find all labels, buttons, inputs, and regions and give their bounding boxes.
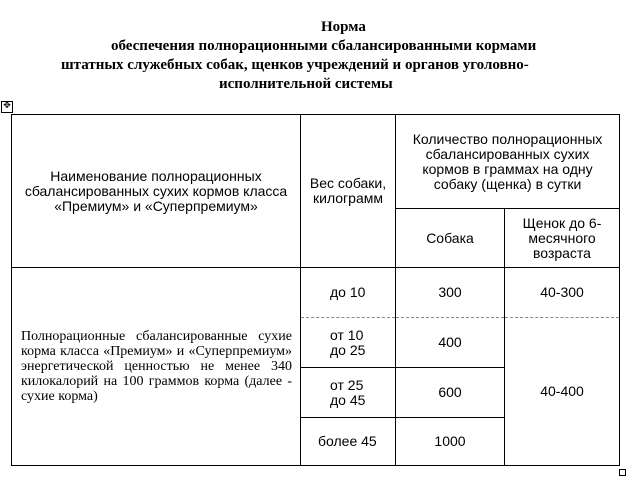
dog-cell-1: 300 xyxy=(396,268,505,318)
header-feed-name: Наименование полнорационных сбалансированных сухих кормов класса «Премиум» и «Суперпремиум» xyxy=(12,115,301,268)
title-line-1: Норма xyxy=(321,19,366,35)
move-arrows-icon[interactable]: ✥ xyxy=(1,101,13,113)
weight-cell-1: до 10 xyxy=(301,268,396,318)
puppy-cell-2: 40-400 xyxy=(505,318,620,466)
dog-cell-4: 1000 xyxy=(396,418,505,466)
header-puppy: Щенок до 6-месячного возраста xyxy=(505,209,620,268)
header-dog: Собака xyxy=(396,209,505,268)
weight-cell-2: от 10 до 25 xyxy=(301,318,396,368)
norm-table xyxy=(11,114,620,466)
feed-description: Полнорационные сбалансированные сухие корма класса «Премиум» и «Суперпремиум» энергетической ценностью не менее 340 килокалорий на 100 граммов корма (далее - сухие корма) xyxy=(12,268,301,466)
dog-cell-3: 600 xyxy=(396,368,505,418)
title-line-4: исполнительной системы xyxy=(219,76,393,92)
weight-cell-4: более 45 xyxy=(301,418,396,466)
header-weight: Вес собаки, килограмм xyxy=(301,115,396,268)
puppy-cell-1: 40-300 xyxy=(505,268,620,318)
title-line-2: обеспечения полнорационными сбалансированными кормами xyxy=(111,38,537,54)
weight-cell-3: от 25 до 45 xyxy=(301,368,396,418)
dog-cell-2: 400 xyxy=(396,318,505,368)
title-line-3: штатных служебных собак, щенков учреждений и органов уголовно- xyxy=(61,57,529,73)
header-quantity: Количество полнорационных сбалансированных сухих кормов в граммах на одну собаку (щенка) в сутки xyxy=(396,115,620,209)
table-resize-handle[interactable] xyxy=(619,469,626,476)
